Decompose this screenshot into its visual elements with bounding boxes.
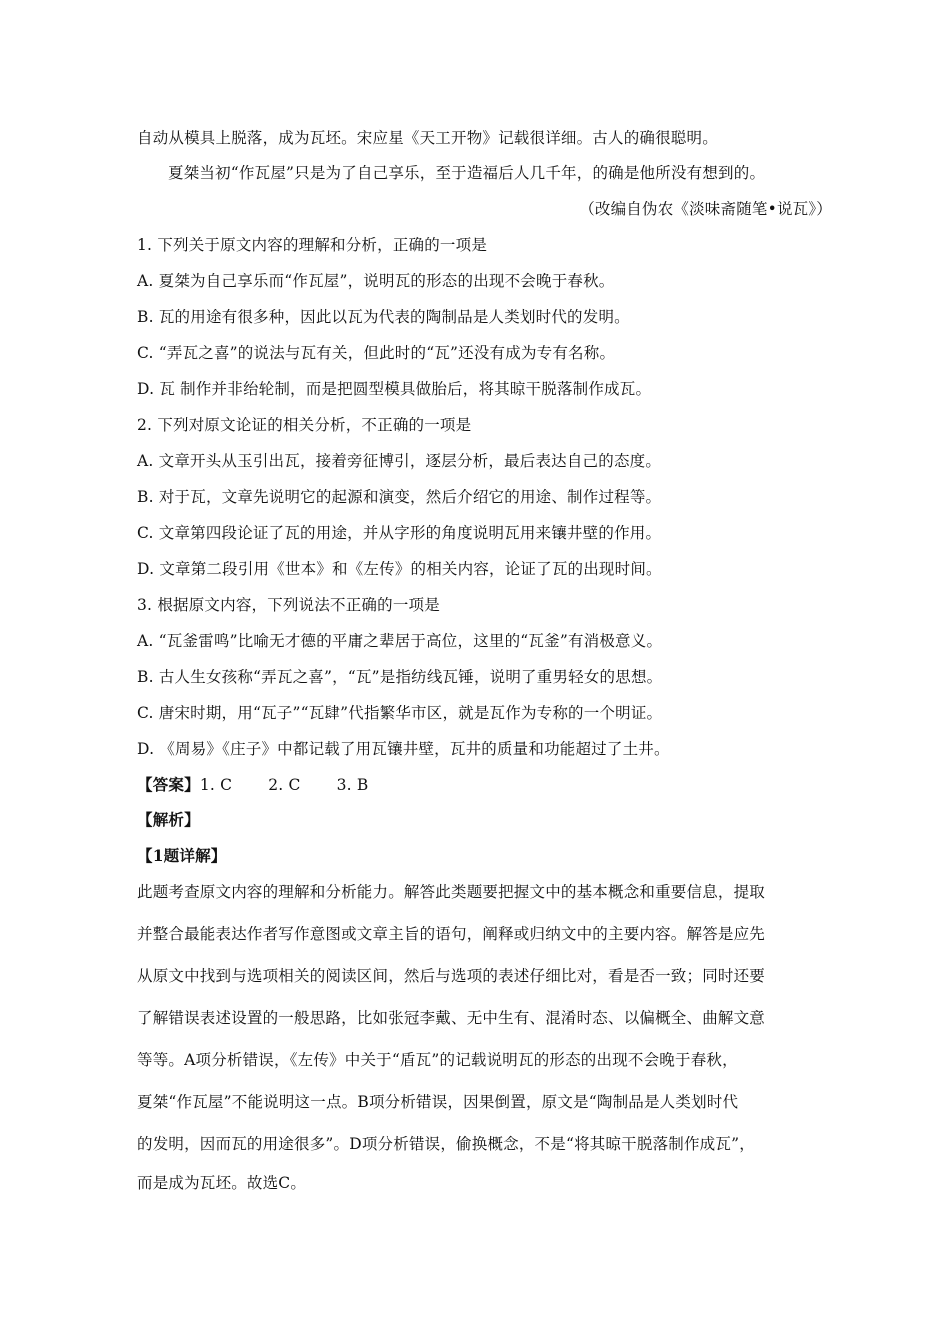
question-3-stem: 3. 根据原文内容，下列说法不正确的一项是 [137, 596, 440, 614]
question-1-option-a: A. 夏桀为自己享乐而“作瓦屋”，说明瓦的形态的出现不会晚于春秋。 [137, 272, 615, 290]
explanation-line-6: 夏桀“作瓦屋”不能说明这一点。B项分析错误，因果倒置，原文是“陶制品是人类划时代 [137, 1093, 739, 1111]
explanation-line-7: 的发明，因而瓦的用途很多”。D项分析错误，偷换概念，不是“将其晾干脱落制作成瓦”， [137, 1135, 755, 1153]
question-3-option-b: B. 古人生女孩称“弄瓦之喜”，“瓦”是指纺线瓦锤，说明了重男轻女的思想。 [137, 668, 663, 686]
question-3-option-d: D. 《周易》《庄子》中都记载了用瓦镶井壁，瓦井的质量和功能超过了土井。 [137, 740, 670, 758]
explanation-line-3: 从原文中找到与选项相关的阅读区间，然后与选项的表述仔细比对，看是否一致；同时还要 [137, 967, 766, 985]
question-1-option-c: C. “弄瓦之喜”的说法与瓦有关，但此时的“瓦”还没有成为专有名称。 [137, 344, 616, 362]
question-3-option-a: A. “瓦釜雷鸣”比喻无才德的平庸之辈居于高位，这里的“瓦釜”有消极意义。 [137, 632, 663, 650]
question-2-option-c: C. 文章第四段论证了瓦的用途，并从字形的角度说明瓦用来镶井壁的作用。 [137, 524, 662, 542]
answer-line [137, 774, 817, 796]
source-citation: （改编自伪农《淡味斋随笔•说瓦》） [579, 200, 832, 218]
question-1-stem: 1. 下列关于原文内容的理解和分析，正确的一项是 [137, 236, 488, 254]
question-2-option-d: D. 文章第二段引用《世本》和《左传》的相关内容，论证了瓦的出现时间。 [137, 560, 662, 578]
answer-1: 1. C [199, 776, 233, 794]
question-1-option-d: D. 瓦 制作并非绐轮制，而是把圆型模具做胎后，将其晾干脱落制作成瓦。 [137, 380, 652, 398]
answer-2: 2. C [268, 776, 301, 794]
question-2-option-b: B. 对于瓦，文章先说明它的起源和演变，然后介绍它的用途、制作过程等。 [137, 488, 662, 506]
answer-label: 【答案】 [137, 775, 200, 794]
explanation-line-2: 并整合最能表达作者写作意图或文章主旨的语句，阐释或归纳文中的主要内容。解答是应先 [137, 925, 766, 943]
explanation-line-5: 等等。A项分析错误，《左传》中关于“盾瓦”的记载说明瓦的形态的出现不会晚于春秋， [137, 1051, 738, 1069]
detail-label: 【1题详解】 [137, 846, 227, 865]
analysis-label: 【解析】 [137, 810, 200, 829]
question-2-stem: 2. 下列对原文论证的相关分析，不正确的一项是 [137, 416, 472, 434]
explanation-line-8: 而是成为瓦坯。故选C。 [137, 1174, 307, 1192]
explanation-line-4: 了解错误表述设置的一般思路，比如张冠李戴、无中生有、混淆时态、以偏概全、曲解文意 [137, 1009, 766, 1027]
answer-3: 3. B [336, 776, 369, 794]
question-3-option-c: C. 唐宋时期，用“瓦子”“瓦肆”代指繁华市区，就是瓦作为专称的一个明证。 [137, 704, 663, 722]
question-1-option-b: B. 瓦的用途有很多种，因此以瓦为代表的陶制品是人类划时代的发明。 [137, 308, 630, 326]
question-2-option-a: A. 文章开头从玉引出瓦，接着旁征博引，逐层分析，最后表达自己的态度。 [137, 452, 662, 470]
intro-line-1: 自动从模具上脱落，成为瓦坯。宋应星《天工开物》记载很详细。古人的确很聪明。 [137, 129, 718, 147]
explanation-line-1: 此题考查原文内容的理解和分析能力。解答此类题要把握文中的基本概念和重要信息，提取 [137, 883, 766, 901]
intro-line-2: 夏桀当初“作瓦屋”只是为了自己享乐，至于造福后人几千年，的确是他所没有想到的。 [168, 164, 766, 182]
